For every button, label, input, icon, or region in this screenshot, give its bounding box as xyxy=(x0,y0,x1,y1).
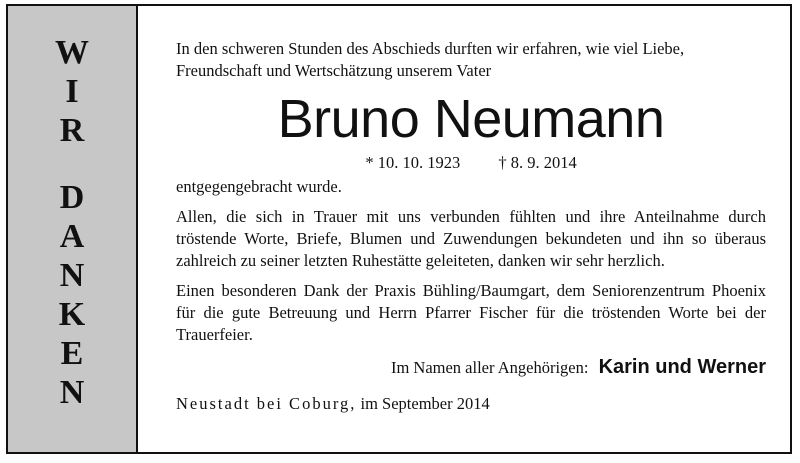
sidebar-letter: D xyxy=(59,179,85,216)
sidebar-letter: N xyxy=(59,374,85,411)
sidebar-letter: A xyxy=(59,218,85,255)
birth-date: * 10. 10. 1923 xyxy=(365,153,461,172)
sidebar-thanks xyxy=(8,6,138,452)
intro-line-1: In den schweren Stunden des Abschieds durften wir erfahren, wie viel Liebe, xyxy=(176,39,685,58)
intro-line-2: Freundschaft und Wertschätzung unserem Vater xyxy=(176,61,492,80)
deceased-name: Bruno Neumann xyxy=(277,89,665,149)
after-name-text: entgegengebracht wurde. xyxy=(176,177,342,196)
obituary-frame xyxy=(6,4,792,454)
sidebar-letter: E xyxy=(60,335,84,372)
sidebar-letter: I xyxy=(65,73,79,110)
thanks-paragraph-2: Einen besonderen Dank der Praxis Bühling/Baumgart, dem Seniorenzentrum Phoenix für die gute Betreuung und Herrn Pfarrer Fischer für die tröstenden Worte bei der Trauerfeier. xyxy=(176,281,766,344)
sidebar-letter: N xyxy=(59,257,85,294)
life-dates xyxy=(176,152,766,174)
notice-content xyxy=(138,6,790,452)
signoff-prefix: Im Namen aller Angehörigen: xyxy=(390,358,589,377)
thanks-paragraph-1: Allen, die sich in Trauer mit uns verbunden fühlten und ihre Anteilnahme durch tröstende Worte, Briefe, Blumen und Zuwendungen bekundeten und ihn so überaus zahlreich zu seiner letzten Ruhestätte geleiteten, danken wir sehr herzlich. xyxy=(176,207,766,270)
sidebar-letter: K xyxy=(58,296,86,333)
sidebar-letter: W xyxy=(55,34,89,71)
notice-date: im September 2014 xyxy=(360,394,490,413)
signoff-names: Karin und Werner xyxy=(598,356,766,378)
sidebar-letter: R xyxy=(59,112,85,149)
place-name: Neustadt bei Coburg, xyxy=(176,394,357,413)
signoff xyxy=(176,356,766,379)
place-date xyxy=(176,393,766,415)
death-date: † 8. 9. 2014 xyxy=(498,153,577,172)
